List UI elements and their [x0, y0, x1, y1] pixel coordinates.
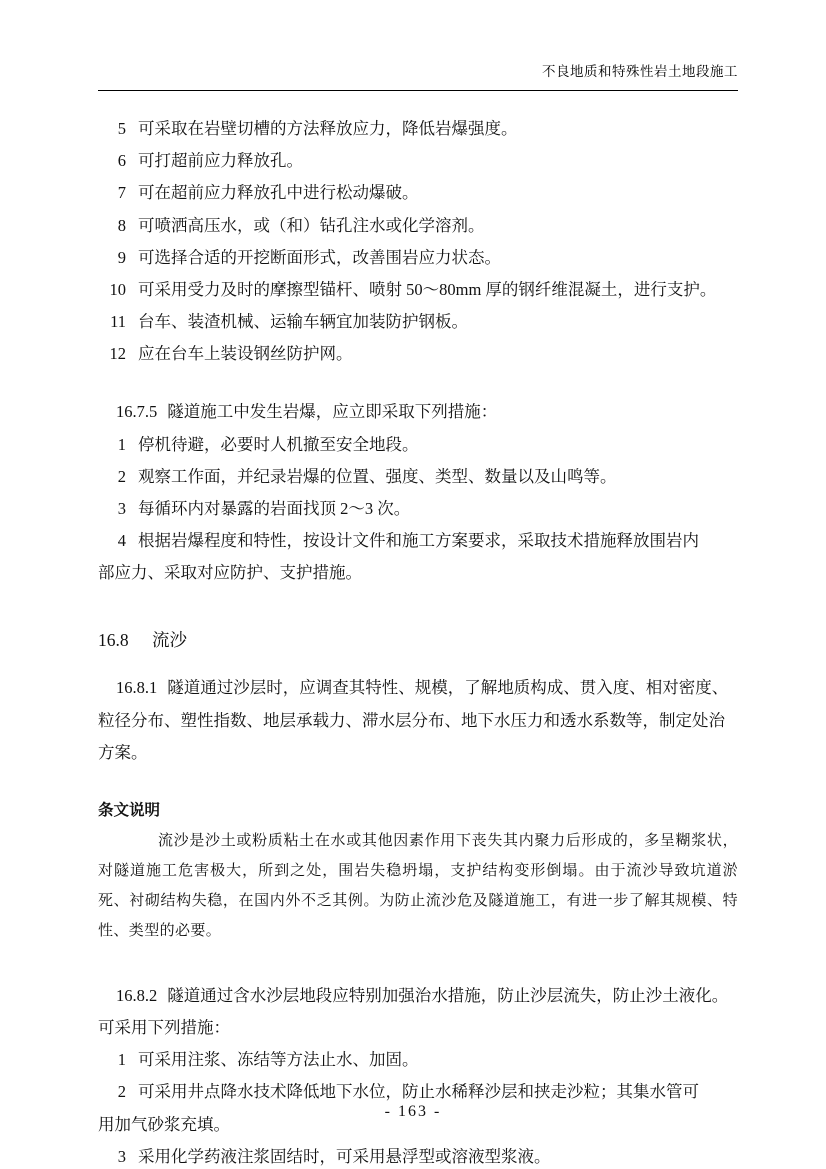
- spacer: [98, 946, 738, 980]
- clause-text-line2: 粒径分布、塑性指数、地层承载力、滞水层分布、地下水压力和透水系数等，制定处治: [98, 710, 725, 730]
- list-item-number: 2: [117, 1082, 126, 1102]
- page-footer: - 163 -: [384, 1103, 442, 1120]
- list-item-number: 1: [117, 1050, 126, 1070]
- list-item-number: 4: [117, 531, 126, 551]
- list-item: [98, 210, 738, 242]
- list-item: [98, 113, 738, 145]
- list-item-text: 可采用受力及时的摩擦型锚杆、喷射 50～80mm 厚的钢纤维混凝土，进行支护。: [138, 279, 717, 299]
- spacer: [98, 769, 738, 795]
- list-item-continuation: 用加气砂浆充填。: [98, 1114, 230, 1134]
- list-item-text: 可采用井点降水技术降低地下水位，防止水稀释沙层和挟走沙粒；其集水管可: [138, 1082, 699, 1102]
- list-item: [98, 242, 738, 274]
- list-item-text: 可采取在岩壁切槽的方法释放应力，降低岩爆强度。: [138, 119, 518, 138]
- spacer: [98, 589, 738, 623]
- explanation-heading: 条文说明: [98, 801, 161, 819]
- list-item: [98, 493, 738, 525]
- list-item-number: 3: [117, 498, 126, 518]
- list-item-continuation: 部应力、采取对应防护、支护措施。: [98, 563, 362, 583]
- list-item-number: 8: [117, 215, 126, 235]
- list-item: [98, 1044, 738, 1076]
- section-heading-16-8: [98, 623, 738, 658]
- clause-text-line2: 可采用下列措施：: [98, 1018, 230, 1038]
- list-item: [98, 461, 738, 493]
- list-item-text: 每循环内对暴露的岩面找顶 2～3 次。: [138, 498, 411, 518]
- page-content: [98, 60, 738, 1169]
- explanation-paragraph: 流沙是沙土或粉质粘土在水或其他因素作用下丧失其内聚力后形成的，多呈糊浆状，对隧道施工危害极大，所到之处，围岩失稳坍塌，支护结构变形倒塌。由于流沙导致坑道淤死、衬砌结构失稳，在国内外不乏其例。为防止流沙危及隧道施工，有进一步了解其规模、特性、类型的必要。: [98, 832, 738, 939]
- list-item-text: 可喷洒高压水，或（和）钻孔注水或化学溶剂。: [138, 215, 485, 235]
- clause-16-8-2: [98, 980, 738, 1012]
- list-item-text: 可选择合适的开挖断面形式，改善围岩应力状态。: [138, 247, 501, 267]
- list-item: [98, 1141, 738, 1169]
- list-item-number: 3: [117, 1146, 126, 1166]
- clause-number: 16.7.5: [116, 402, 158, 422]
- list-item-text: 可打超前应力释放孔。: [138, 151, 303, 171]
- list-item: [98, 429, 738, 461]
- running-header: 不良地质和特殊性岩土地段施工: [542, 64, 738, 79]
- list-item-text: 采用化学药液注浆固结时，可采用悬浮型或溶液型浆液。: [138, 1146, 551, 1166]
- clause-number: 16.8.1: [116, 678, 158, 698]
- list-item: [98, 145, 738, 177]
- list-item-text: 台车、装渣机械、运输车辆宜加装防护钢板。: [138, 312, 468, 332]
- clause-number: 16.8.2: [116, 985, 158, 1005]
- section-title-text: 流沙: [152, 630, 187, 651]
- clause-16-7-5: [98, 396, 738, 428]
- clause-text-line3: 方案。: [98, 742, 148, 762]
- list-16-7-4: [98, 113, 738, 370]
- clause-16-8-1: [98, 672, 738, 704]
- list-item: [98, 338, 738, 370]
- list-item-text: 可采用注浆、冻结等方法止水、加固。: [138, 1050, 419, 1070]
- spacer: [98, 370, 738, 396]
- list-item-text: 应在台车上装设钢丝防护网。: [138, 344, 353, 364]
- list-item-number: 2: [117, 466, 126, 486]
- clause-text: 隧道施工中发生岩爆，应立即采取下列措施：: [167, 402, 498, 422]
- header-rule: [98, 90, 738, 91]
- list-item: [98, 177, 738, 209]
- list-item-number: 6: [117, 151, 126, 171]
- spacer: [98, 658, 738, 672]
- list-item: [98, 525, 738, 557]
- list-item-text: 观察工作面，并纪录岩爆的位置、强度、类型、数量以及山鸣等。: [138, 466, 617, 486]
- list-item-text: 根据岩爆程度和特性，按设计文件和施工方案要求，采取技术措施释放围岩内: [138, 531, 699, 551]
- list-item: [98, 306, 738, 338]
- clause-text-line1: 隧道通过含水沙层地段应特别加强治水措施，防止沙层流失，防止沙土液化。: [167, 985, 729, 1005]
- list-item-number: 9: [117, 247, 126, 267]
- list-item-number: 11: [110, 312, 126, 332]
- list-item-text: 可在超前应力释放孔中进行松动爆破。: [138, 183, 419, 203]
- list-item-number: 10: [109, 279, 126, 299]
- section-number: 16.8: [98, 630, 129, 651]
- list-16-7-5: [98, 429, 738, 590]
- clause-text-line1: 隧道通过沙层时，应调查其特性、规模，了解地质构成、贯入度、相对密度、: [167, 678, 729, 698]
- list-item-number: 7: [117, 183, 126, 203]
- list-item-number: 1: [117, 434, 126, 454]
- list-item: [98, 274, 738, 306]
- list-item-number: 5: [117, 119, 126, 138]
- explanation-body: [98, 826, 738, 946]
- list-item-text: 停机待避，必要时人机撤至安全地段。: [138, 434, 419, 454]
- list-item-number: 12: [109, 344, 126, 364]
